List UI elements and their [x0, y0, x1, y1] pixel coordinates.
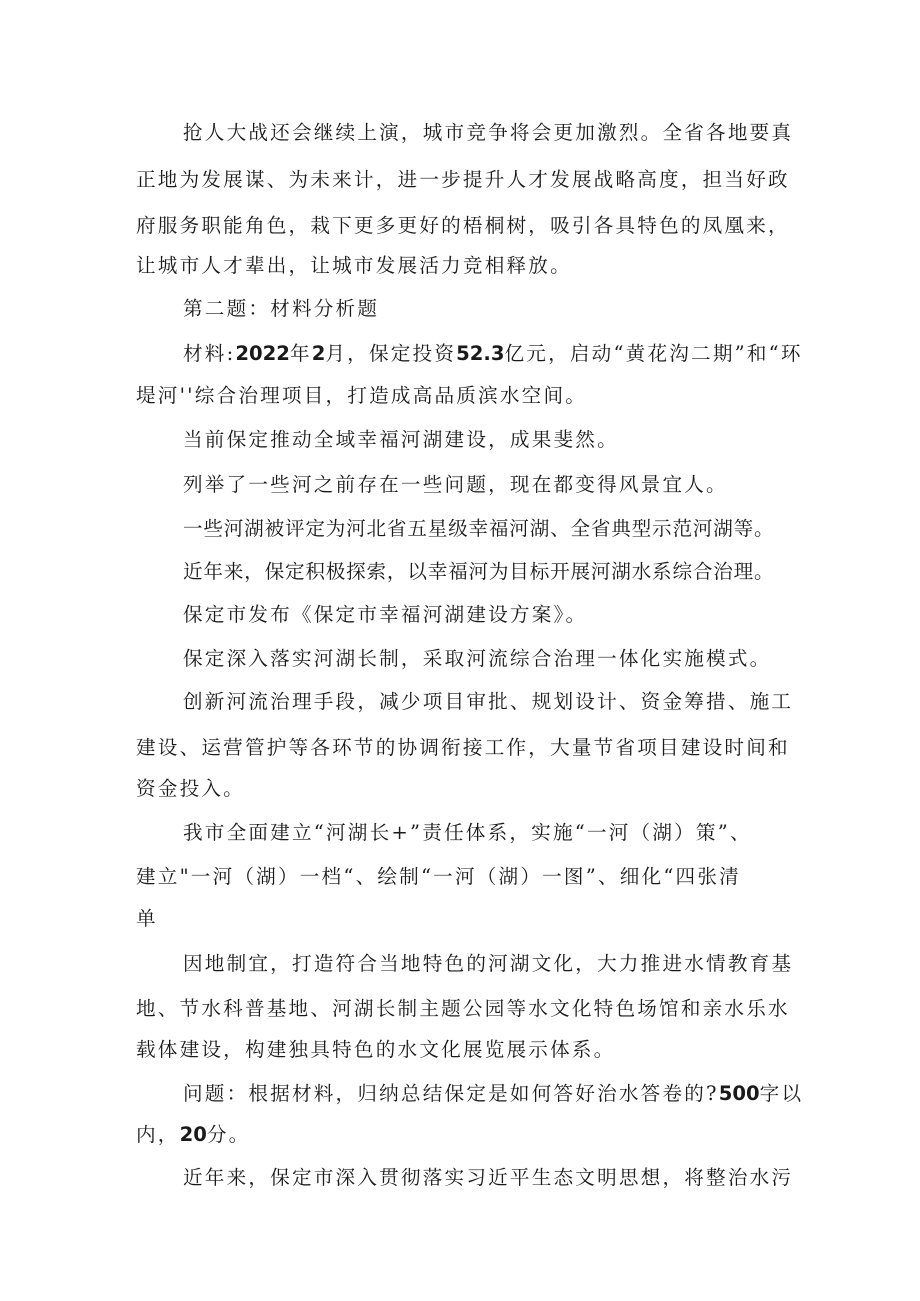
- paragraph-line: 堤河''综合治理项目，打造成高品质滨水空间。: [136, 384, 588, 407]
- question-line: [183, 1079, 843, 1109]
- text-span: 年: [289, 342, 312, 365]
- paragraph-line: 保定深入落实河湖长制，采取河流综合治理一体化实施模式。: [183, 647, 772, 670]
- paragraph-line: 建设、运营管护等各环节的协调衔接工作，大量节省项目建设时间和: [136, 736, 790, 759]
- paragraph-line: 当前保定推动全域幸福河湖建设，成果斐然。: [183, 428, 619, 451]
- paragraph-line: 建立"一河（湖）一档“、绘制“一河（湖）一图”、细化“四张清: [136, 865, 741, 888]
- paragraph-line: 列举了一些河之前存在一些问题，现在都变得风景宜人。: [183, 473, 728, 496]
- paragraph-line: 因地制宜，打造符合当地特色的河湖文化，大力推进水情教育基: [183, 952, 794, 975]
- paragraph-line: 府服务职能角色，栽下更多更好的梧桐树，吸引各具特色的凤凰来，: [136, 214, 790, 237]
- material-line: [183, 339, 843, 369]
- paragraph-line: 让城市人才辈出，让城市发展活力竞相释放。: [136, 254, 572, 277]
- paragraph-line: 载体建设，构建独具特色的水文化展览展示体系。: [136, 1038, 616, 1061]
- paragraph-line: 近年来，保定市深入贯彻落实习近平生态文明思想，将整治水污: [183, 1166, 794, 1189]
- paragraph-line: 地、节水科普基地、河湖长制主题公园等水文化特色场馆和亲水乐水: [136, 997, 790, 1020]
- paragraph-line: 抢人大战还会继续上演，城市竞争将会更加激烈。全省各地要真: [183, 121, 794, 144]
- year-number: 2022: [235, 342, 290, 365]
- paragraph-line: 近年来，保定积极探索，以幸福河为目标开展河湖水系综合治理。: [183, 560, 775, 583]
- paragraph-line: 正地为发展谋、为未来计，进一步提升人才发展战略高度，担当好政: [136, 168, 790, 191]
- paragraph-line: 保定市发布《保定市幸福河湖建设方案》。: [183, 603, 588, 626]
- question-line: [136, 1120, 796, 1150]
- question-text: 问题：根据材料，归纳总结保定是如何答好治水答卷的?: [183, 1082, 719, 1105]
- investment-number: 52.3: [456, 342, 505, 365]
- month-number: 2: [311, 342, 326, 365]
- material-label: 材料:: [183, 342, 236, 365]
- paragraph-line: 资金投入。: [136, 777, 245, 800]
- score-number: 20: [179, 1123, 207, 1146]
- text-span: 内，: [136, 1123, 180, 1146]
- text-span: 亿元，启动“黄花沟二期”和“环: [504, 342, 803, 365]
- paragraph-line: 单: [136, 907, 158, 930]
- text-span: 分。: [206, 1123, 251, 1146]
- paragraph-line: 一些河湖被评定为河北省五星级幸福河湖、全省典型示范河湖等。: [183, 517, 775, 540]
- paragraph-line: 我市全面建立“河湖长+”责任体系，实施“一河（湖）策”、: [183, 821, 752, 844]
- text-span: 月，保定投资: [325, 342, 457, 365]
- text-span: 字以: [759, 1082, 804, 1105]
- word-limit-number: 500: [718, 1082, 760, 1105]
- section-heading: 第二题：材料分析题: [183, 297, 380, 320]
- paragraph-line: 创新河流治理手段，减少项目审批、规划设计、资金筹措、施工: [183, 690, 794, 713]
